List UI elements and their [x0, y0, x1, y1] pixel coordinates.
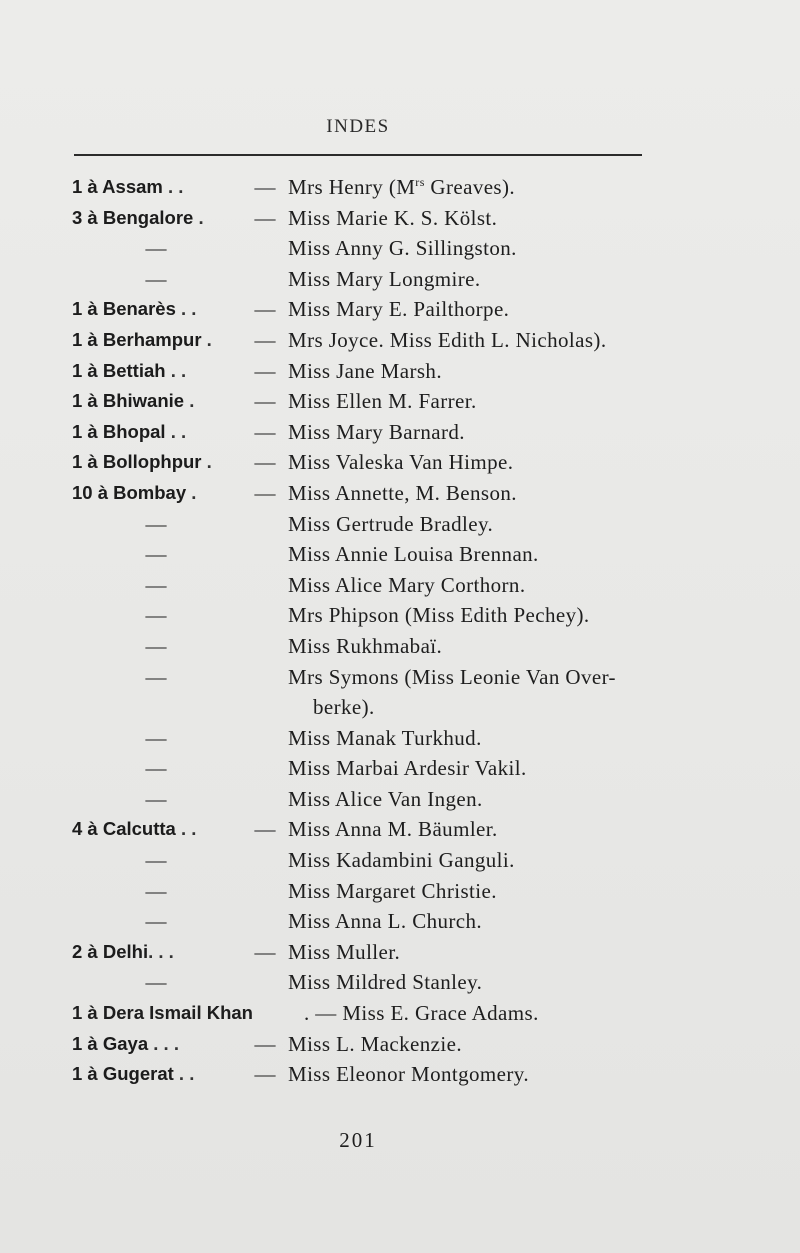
person-name	[288, 814, 498, 845]
leader-dots: .	[186, 481, 197, 503]
person-name	[288, 662, 616, 693]
person-name-text: Miss Alice Mary Corthorn.	[288, 572, 526, 597]
person-name-text: Mrs Henry (M	[288, 175, 416, 199]
person-name-text: Miss L. Mackenzie.	[288, 1031, 462, 1056]
person-name-text: Miss Mary E. Pailthorpe.	[288, 297, 510, 322]
index-entry	[0, 814, 800, 845]
person-name-text: Mrs Joyce. Miss Edith L. Nicholas).	[288, 327, 607, 352]
place-label: 2 à Delhi	[72, 940, 149, 962]
person-name-text: Miss Valeska Van Himpe.	[288, 450, 514, 475]
person-name	[288, 264, 481, 295]
person-name-text: Miss Annie Louisa Brennan.	[288, 542, 539, 567]
place-name	[72, 1059, 194, 1090]
index-entry	[0, 203, 800, 234]
person-name-text: Miss Manak Turkhud.	[288, 725, 482, 750]
place-name	[72, 447, 212, 478]
person-name	[288, 417, 465, 448]
person-name	[288, 600, 590, 631]
place-name	[72, 172, 183, 203]
place-label: 1 à Bollophpur	[72, 451, 202, 473]
person-name-text: Miss Mary Longmire.	[288, 266, 481, 291]
ditto-dash: —	[145, 725, 167, 750]
person-name	[288, 937, 400, 968]
leader-dots: .	[201, 451, 212, 473]
leader-dots: . . .	[148, 940, 174, 962]
place-label: 1 à Gugerat	[72, 1063, 174, 1085]
index-entry	[0, 845, 800, 876]
index-list	[0, 172, 800, 1090]
separator-dash: —	[254, 297, 276, 322]
place-label: 4 à Calcutta	[72, 818, 176, 840]
person-name	[288, 233, 517, 264]
place-label: 1 à Bhopal	[72, 420, 166, 442]
index-entry	[0, 570, 800, 601]
index-entry	[0, 294, 800, 325]
person-name	[288, 356, 442, 387]
ditto-dash: —	[145, 909, 167, 934]
separator-dash: —	[254, 450, 276, 475]
ditto-dash: —	[145, 266, 167, 291]
index-entry	[0, 1059, 800, 1090]
index-entry	[0, 478, 800, 509]
index-entry	[0, 600, 800, 631]
place-label: 10 à Bombay	[72, 481, 187, 503]
leader-dots: .	[201, 328, 212, 350]
person-name	[288, 631, 442, 662]
place-label: 1 à Berhampur	[72, 328, 202, 350]
name-continuation: berke).	[313, 695, 375, 720]
person-name-text: Mrs Phipson (Miss Edith Pechey).	[288, 603, 590, 628]
index-entry	[0, 417, 800, 448]
title-superscript: rs	[415, 175, 425, 189]
place-name	[72, 325, 212, 356]
page-number: 201	[339, 1128, 377, 1152]
person-name	[288, 539, 539, 570]
leader-dots: .	[184, 390, 195, 412]
index-entry	[0, 172, 800, 203]
leader-dots: . .	[175, 298, 197, 320]
person-name	[288, 967, 482, 998]
place-label: 1 à Bettiah	[72, 359, 166, 381]
person-name: . — Miss E. Grace Adams.	[304, 1001, 539, 1026]
index-entry	[0, 937, 800, 968]
place-label: 1 à Bhiwanie	[72, 390, 185, 412]
person-name-text: Miss Gertrude Bradley.	[288, 511, 494, 536]
index-entry	[0, 692, 800, 723]
index-entry	[0, 784, 800, 815]
person-name-text: Miss Mildred Stanley.	[288, 970, 483, 995]
index-entry	[0, 1029, 800, 1060]
separator-dash: —	[254, 175, 276, 199]
person-name	[288, 570, 525, 601]
place-name	[72, 1029, 179, 1060]
leader-dots: . .	[173, 1063, 195, 1085]
header-rule	[74, 154, 642, 156]
person-name	[288, 753, 527, 784]
place-name	[72, 937, 174, 968]
person-name-text: Miss Jane Marsh.	[288, 358, 442, 383]
separator-dash: —	[254, 939, 276, 964]
person-name	[288, 386, 477, 417]
index-entry	[0, 233, 800, 264]
person-name	[288, 325, 606, 356]
ditto-dash: —	[145, 756, 167, 781]
ditto-dash: —	[145, 970, 167, 995]
index-entry	[0, 325, 800, 356]
index-entry	[0, 447, 800, 478]
separator-dash: —	[254, 205, 276, 230]
ditto-dash: —	[145, 542, 167, 567]
place-name	[72, 203, 204, 234]
person-name	[288, 906, 482, 937]
index-entry	[0, 753, 800, 784]
index-entry	[0, 906, 800, 937]
person-name-text: Miss Marbai Ardesir Vakil.	[288, 756, 527, 781]
separator-dash: —	[254, 327, 276, 352]
leader-dots: . .	[162, 176, 184, 197]
ditto-dash: —	[145, 664, 167, 689]
person-name	[288, 784, 483, 815]
person-name	[288, 478, 517, 509]
index-entry	[0, 539, 800, 570]
ditto-dash: —	[145, 572, 167, 597]
person-name	[288, 1059, 529, 1090]
place-name: 1 à Dera Ismail Khan	[72, 1002, 253, 1024]
index-entry	[0, 998, 800, 1029]
person-name-text: Miss Anna M. Bäumler.	[288, 817, 498, 842]
person-name	[288, 509, 493, 540]
place-name	[72, 294, 196, 325]
leader-dots: . .	[165, 359, 187, 381]
place-name	[72, 386, 194, 417]
separator-dash: —	[254, 358, 276, 383]
person-name-text: Miss Eleonor Montgomery.	[288, 1062, 529, 1087]
running-header: INDES	[326, 116, 390, 137]
ditto-dash: —	[145, 236, 167, 261]
leader-dots: .	[193, 206, 204, 228]
ditto-dash: —	[145, 603, 167, 628]
place-name	[72, 478, 196, 509]
person-name-text: Miss Annette, M. Benson.	[288, 480, 517, 505]
separator-dash: —	[254, 817, 276, 842]
person-name	[288, 294, 509, 325]
person-name-text: Miss Kadambini Ganguli.	[288, 848, 515, 873]
person-name	[288, 845, 515, 876]
place-label: 1 à Gaya	[72, 1032, 149, 1054]
separator-dash: —	[254, 419, 276, 444]
person-name-text: Miss Rukhmabaï.	[288, 633, 443, 658]
person-name	[288, 1029, 462, 1060]
separator-dash: —	[254, 1031, 276, 1056]
person-name-text: Miss Margaret Christie.	[288, 878, 497, 903]
person-name-text: Miss Alice Van Ingen.	[288, 786, 483, 811]
ditto-dash: —	[145, 848, 167, 873]
leader-dots: . . .	[148, 1032, 179, 1054]
separator-dash: —	[254, 480, 276, 505]
leader-dots: . .	[175, 818, 197, 840]
person-name	[288, 447, 513, 478]
person-name-tail: Greaves).	[424, 175, 516, 199]
place-label: 3 à Bengalore	[72, 206, 194, 228]
person-name-text: Miss Anny G. Sillingston.	[288, 236, 517, 261]
index-entry	[0, 631, 800, 662]
index-entry	[0, 386, 800, 417]
place-label: 1 à Assam	[72, 176, 163, 197]
person-name	[288, 172, 515, 203]
ditto-dash: —	[145, 633, 167, 658]
index-entry	[0, 356, 800, 387]
index-entry	[0, 967, 800, 998]
place-label: 1 à Benarès	[72, 298, 176, 320]
separator-dash: —	[254, 389, 276, 414]
ditto-dash: —	[145, 511, 167, 536]
person-name-text: Miss Mary Barnard.	[288, 419, 465, 444]
ditto-dash: —	[145, 878, 167, 903]
index-entry	[0, 662, 800, 693]
person-name-text: Miss Muller.	[288, 939, 401, 964]
separator-dash: —	[254, 1062, 276, 1087]
place-name	[72, 814, 196, 845]
place-name	[72, 356, 186, 387]
person-name-text: Mrs Symons (Miss Leonie Van Over-	[288, 664, 616, 689]
place-name	[72, 417, 186, 448]
person-name-text: Miss Anna L. Church.	[288, 909, 483, 934]
ditto-dash: —	[145, 786, 167, 811]
index-entry	[0, 509, 800, 540]
index-entry	[0, 876, 800, 907]
index-entry	[0, 723, 800, 754]
person-name-text: Miss Ellen M. Farrer.	[288, 389, 477, 414]
person-name-text: Miss Marie K. S. Kölst.	[288, 205, 498, 230]
leader-dots: . .	[165, 420, 187, 442]
person-name	[288, 723, 482, 754]
index-entry	[0, 264, 800, 295]
person-name	[288, 876, 497, 907]
person-name	[288, 203, 497, 234]
